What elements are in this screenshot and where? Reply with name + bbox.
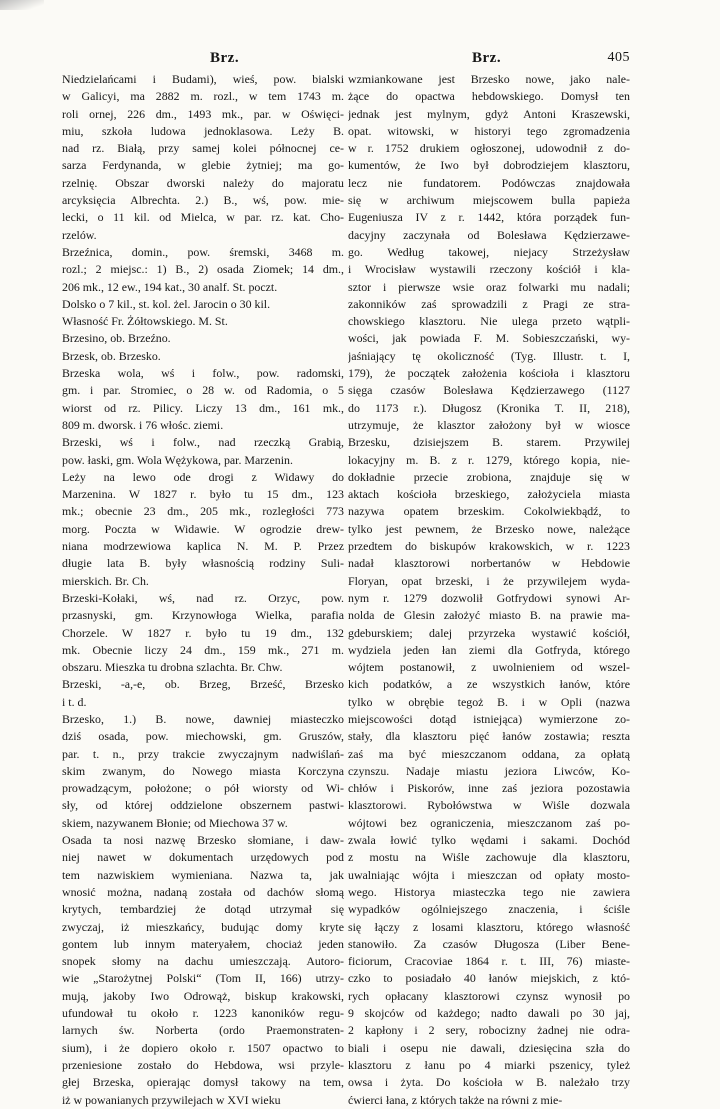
text-line: tylko jest pewnem, że Brzesko nowe, należące <box>348 521 630 536</box>
text-line: arcyksięcia Albrechta. 2.) B., wś, pow. mie- <box>62 193 344 208</box>
text-line: sztor i pierwsze wsie oraz folwarki mu nadali; <box>348 279 630 294</box>
text-line: 9 skojców od każdego; nadto dawali po 30 jaj, <box>348 1006 630 1021</box>
text-line: sium), i że dopiero około r. 1507 opactwo to <box>62 1040 344 1055</box>
text-line: wydziela jeden łan ziemi dla Gotfryda, którego <box>348 642 630 657</box>
text-line: aktach kościoła brzeskiego, założyciela miasta <box>348 487 630 502</box>
text-line: Osada ta nosi nazwę Brzesko słomiane, i daw- <box>62 833 344 848</box>
text-line: z mostu na Wiśle zachowuje dla klasztoru, <box>348 850 630 865</box>
text-line: Brzesk, ob. Brzesko. <box>62 348 161 363</box>
text-line: Brzeski, -a,-e, ob. Brzeg, Brześć, Brzesko <box>62 677 344 692</box>
text-line: mują, jakoby Iwo Odrowąż, biskup krakowski, <box>62 988 344 1003</box>
text-line: czko to posiadało 40 łanów miejskich, z któ- <box>348 971 630 986</box>
text-line: go. Według takowej, niejacy Strzeżysław <box>348 244 630 259</box>
text-line: nad rz. Białą, przy samej kolei północnej ce- <box>62 141 344 156</box>
text-line: długie lata B. były własnością rodziny Suli- <box>62 556 344 571</box>
text-line: wnosić można, nadaną została od dachów słomą <box>62 884 344 899</box>
text-line: sarza Ferdynanda, w glebie żytniej; ma go- <box>62 158 344 173</box>
text-line: i Wrocisław wystawili rzeczony kościół i kla- <box>348 262 630 277</box>
text-line: Dolsko o 7 kil., st. kol. żel. Jarocin o 30 kil. <box>62 296 271 311</box>
text-line: uwalniając wójta i mieszczan od opłaty mosto- <box>348 867 630 882</box>
text-line: zaś ma być mieszczanom oddana, za opłatą <box>348 746 630 761</box>
text-line: ficiorum, Cracoviae 1864 r. t. III, 76) miaste- <box>348 954 630 969</box>
text-line: gdeburskiem; dalej przyrzeka wystawić kościół, <box>348 625 630 640</box>
text-line: Brzeska wola, wś i folw., pow. radomski, <box>62 366 344 381</box>
text-line: czynszu. Nadaje miastu jeziora Liwców, Ko- <box>348 763 630 778</box>
text-line: głej Brzeska, opierając domysł takowy na tem, <box>62 1075 344 1090</box>
text-line: rzelnię. Obszar dworski należy do majoratu <box>62 175 344 190</box>
text-line: Brzesino, ob. Brzeźno. <box>62 331 171 346</box>
text-line: nym r. 1279 dozwolił Gotfrydowi synowi Ar- <box>348 590 630 605</box>
text-line: Własność Fr. Żółtowskiego. M. St. <box>62 314 228 329</box>
text-line: stały, dla klasztoru pięć łanów zostawia; reszta <box>348 729 630 744</box>
text-line: tem nazwiskiem wymieniana. Nazwa ta, jak <box>62 867 344 882</box>
text-line: niana modrzewiowa kaplica N. M. P. Przez <box>62 539 344 554</box>
text-line: gm. i par. Stromiec, o 28 w. od Radomia, o 5 <box>62 383 344 398</box>
text-line: przedtem do biskupów krakowskich, w r. 1223 <box>348 539 630 554</box>
text-line: żące do opactwa hebdowskiego. Domysł ten <box>348 89 630 104</box>
text-line: zakonników zaś sprowadzili z Pragi ze stra- <box>348 296 630 311</box>
text-line: dokładnie przecie zrobiona, znajduje się w <box>348 469 630 484</box>
text-line: Marzenina. W 1827 r. było tu 15 dm., 123 <box>62 487 344 502</box>
text-line: Floryan, opat brzeski, i że przywilejem wyda- <box>348 573 630 588</box>
text-line: larnych św. Norberta (ordo Praemonstraten- <box>62 1023 344 1038</box>
scan-corner-mark <box>0 0 44 10</box>
text-line: rych opłacany klasztorowi czynsz wynosił po <box>348 988 630 1003</box>
text-line: prowadzącym, położone; o pół wiorsty od Wi- <box>62 781 344 796</box>
text-line: Chorzele. W 1827 r. było tu 19 dm., 132 <box>62 625 344 640</box>
text-line: miu, szkoła ludowa jednoklasowa. Leży B. <box>62 123 344 138</box>
text-line: biali i osepu nie dawali, dziesięcina szła do <box>348 1040 630 1055</box>
text-line: niej nawet w dokumentach urzędowych pod <box>62 850 344 865</box>
text-line: obszaru. Mieszka tu drobna szlachta. Br. Chw. <box>62 660 283 675</box>
text-line: Brzeski-Kołaki, wś, nad rz. Orzyc, pow. <box>62 590 344 605</box>
text-line: mk.; obecnie 23 dm., 205 mk., rozległości 773 <box>62 504 344 519</box>
text-line: jaśniający tę okoliczność (Tyg. Illustr. t. I, <box>348 348 630 363</box>
text-line: wiorst od rz. Pilicy. Liczy 13 dm., 161 mk., <box>62 400 344 415</box>
text-line: przeniesione zostało do Hebdowa, wsi przyle- <box>62 1057 344 1072</box>
text-line: nazywa opatem brzeskim. Cokolwiekbądź, to <box>348 504 630 519</box>
text-line: wzmiankowane jest Brzesko nowe, jako nale- <box>348 72 630 86</box>
text-line: 179), że początek założenia kościoła i klasztoru <box>348 366 630 381</box>
text-line: sły, od której oddzielone obszernem pastwi- <box>62 798 344 813</box>
text-line: się w archiwum miejscowem bulla papieża <box>348 193 630 208</box>
right-running-head: Brz. <box>472 50 502 66</box>
text-line: tylko w obrębie tegoż B. i w Opli (nazwa <box>348 694 630 709</box>
text-line: Niedzielańcami i Budami), wieś, pow. bialski <box>62 72 344 86</box>
text-line: stanowiło. Za czasów Długosza (Liber Bene- <box>348 936 630 951</box>
text-line: rozl.; 2 miejsc.: 1) B., 2) osada Ziomek; 14 dm., <box>62 262 344 277</box>
text-line: wego. Historya miasteczka tego nie zawiera <box>348 884 630 899</box>
text-line: wie „Starożytnej Polski“ (Tom II, 166) utrzy- <box>62 971 344 986</box>
text-line: chowskiego klasztoru. Nie ulega przeto wątpli- <box>348 314 630 329</box>
text-line: klasztoru z łanu po 4 miarki pszenicy, tyleż <box>348 1057 630 1072</box>
text-line: par. t. n., przy trakcie zwyczajnym nadwiślań- <box>62 746 344 761</box>
text-line: lokacyjny m. B. z r. 1279, którego kopia, nie- <box>348 452 630 467</box>
text-line: snopek słomy na dachu umieszczają. Autoro- <box>62 954 344 969</box>
text-line: nolda de Glesin założyć miasto B. na prawie ma- <box>348 608 630 623</box>
text-line: krytych, tembardziej że dotąd utrzymał się <box>62 902 344 917</box>
text-line: chłów i Piskorów, inne zaś jeziora pozostawia <box>348 781 630 796</box>
page-number: 405 <box>607 50 630 65</box>
text-line: 206 mk., 12 ew., 194 kat., 30 analf. St. poczt. <box>62 279 278 294</box>
text-line: dziś osada, pow. miechowski, gm. Gruszów, <box>62 729 344 744</box>
left-running-head: Brz. <box>210 50 240 66</box>
text-line: kich podatków, a ze wszystkich łanów, które <box>348 677 630 692</box>
text-line: pow. łaski, gm. Wola Wężykowa, par. Marzenin. <box>62 452 293 467</box>
text-line: miejscowości dotąd istniejąca) wymierzone zo- <box>348 711 630 726</box>
text-line: morg. Poczta w Widawie. W ogrodzie drew- <box>62 521 344 536</box>
text-line: gontem lub innym materyałem, chociaż jeden <box>62 936 344 951</box>
text-line: w Galicyi, ma 2882 m. rozl., w tem 1743 m. <box>62 89 344 104</box>
text-line: w r. 1752 drukiem ogłoszonej, udowodnił z do- <box>348 141 630 156</box>
text-line: jednak jest mylnym, gdyż Antoni Kraszewski, <box>348 106 630 121</box>
text-line: Leży na lewo ode drogi z Widawy do <box>62 469 344 484</box>
text-line: Brzesko, 1.) B. nowe, dawniej miasteczko <box>62 711 344 726</box>
text-line: wości, jak powiada F. M. Sobieszczański, wy- <box>348 331 630 346</box>
text-line: mk. Obecnie liczy 24 dm., 159 mk., 271 m. <box>62 642 344 657</box>
page-header <box>60 50 630 72</box>
text-line: utrzymuje, że klasztor założony był w wiosce <box>348 417 630 432</box>
text-line: owsa i żyta. Do kościoła w B. należało trzy <box>348 1075 630 1090</box>
text-line: klasztorowi. Rybołówstwa w Wiśle dozwala <box>348 798 630 813</box>
text-line: sięga czasów Bolesława Kędzierzawego (1127 <box>348 383 630 398</box>
text-line: ufundował tu około r. 1223 kanoników regu- <box>62 1006 344 1021</box>
text-line: 809 m. dworsk. i 76 włośc. ziemi. <box>62 417 224 432</box>
text-line: i t. d. <box>62 694 87 709</box>
text-line: wójtem postanowił, z uwolnieniem od wszel- <box>348 660 630 675</box>
text-line: Brzeźnica, domin., pow. śremski, 3468 m. <box>62 244 344 259</box>
text-line: lecki, o 11 kil. od Mielca, w par. rz. kat. Cho- <box>62 210 344 225</box>
text-line: do 1173 r.). Długosz (Kronika T. II, 218), <box>348 400 630 415</box>
text-line: rzelów. <box>62 227 97 242</box>
text-line: skim zwanym, do Nowego miasta Korczyna <box>62 763 344 778</box>
left-text-column <box>62 71 344 1109</box>
text-line: roli ornej, 226 dm., 1493 mk., par. w Oświęci- <box>62 106 344 121</box>
text-line: lecz nie fundatorem. Podówczas znajdowała <box>348 175 630 190</box>
text-line: ćwierci łana, z których także na równi z mie- <box>348 1092 563 1107</box>
text-line: Eugeniusza IV z r. 1442, która porządek fun- <box>348 210 630 225</box>
text-line: Brzesku, dzisiejszem B. starem. Przywilej <box>348 435 630 450</box>
text-line: Brzeski, wś i folw., nad rzeczką Grabią, <box>62 435 344 450</box>
text-line: opat. witowski, w historyi tego zgromadzenia <box>348 123 630 138</box>
text-line: kumentów, że Iwo był dobrodziejem klasztoru, <box>348 158 630 173</box>
text-line: nadał klasztorowi norbertanów w Hebdowie <box>348 556 630 571</box>
text-line: mierskich. Br. Ch. <box>62 573 149 588</box>
text-line: się łączy z losami klasztoru, którego własność <box>348 919 630 934</box>
text-line: zwyczaj, iż mieszkańcy, budując domy kryte <box>62 919 344 934</box>
text-line: wypadków ogólniejszego znaczenia, i ściśle <box>348 902 630 917</box>
text-line: iż w powanianych przywilejach w XVI wieku <box>62 1092 281 1107</box>
text-line: przasnyski, gm. Krzynowłoga Wielka, parafia <box>62 608 344 623</box>
text-line: dacyjny zaczynała od Bolesława Kędzierzawe- <box>348 227 630 242</box>
right-text-column <box>348 71 630 1109</box>
text-line: skiem, nazywanem Błonie; od Miechowa 37 w. <box>62 815 288 830</box>
text-line: 2 kapłony i 2 sery, robocizny żadnej nie odra- <box>348 1023 630 1038</box>
text-line: zwala łowić tylko wędami i sakami. Dochód <box>348 833 630 848</box>
text-line: wójtowi bez ograniczenia, mieszczanom zaś po- <box>348 815 630 830</box>
